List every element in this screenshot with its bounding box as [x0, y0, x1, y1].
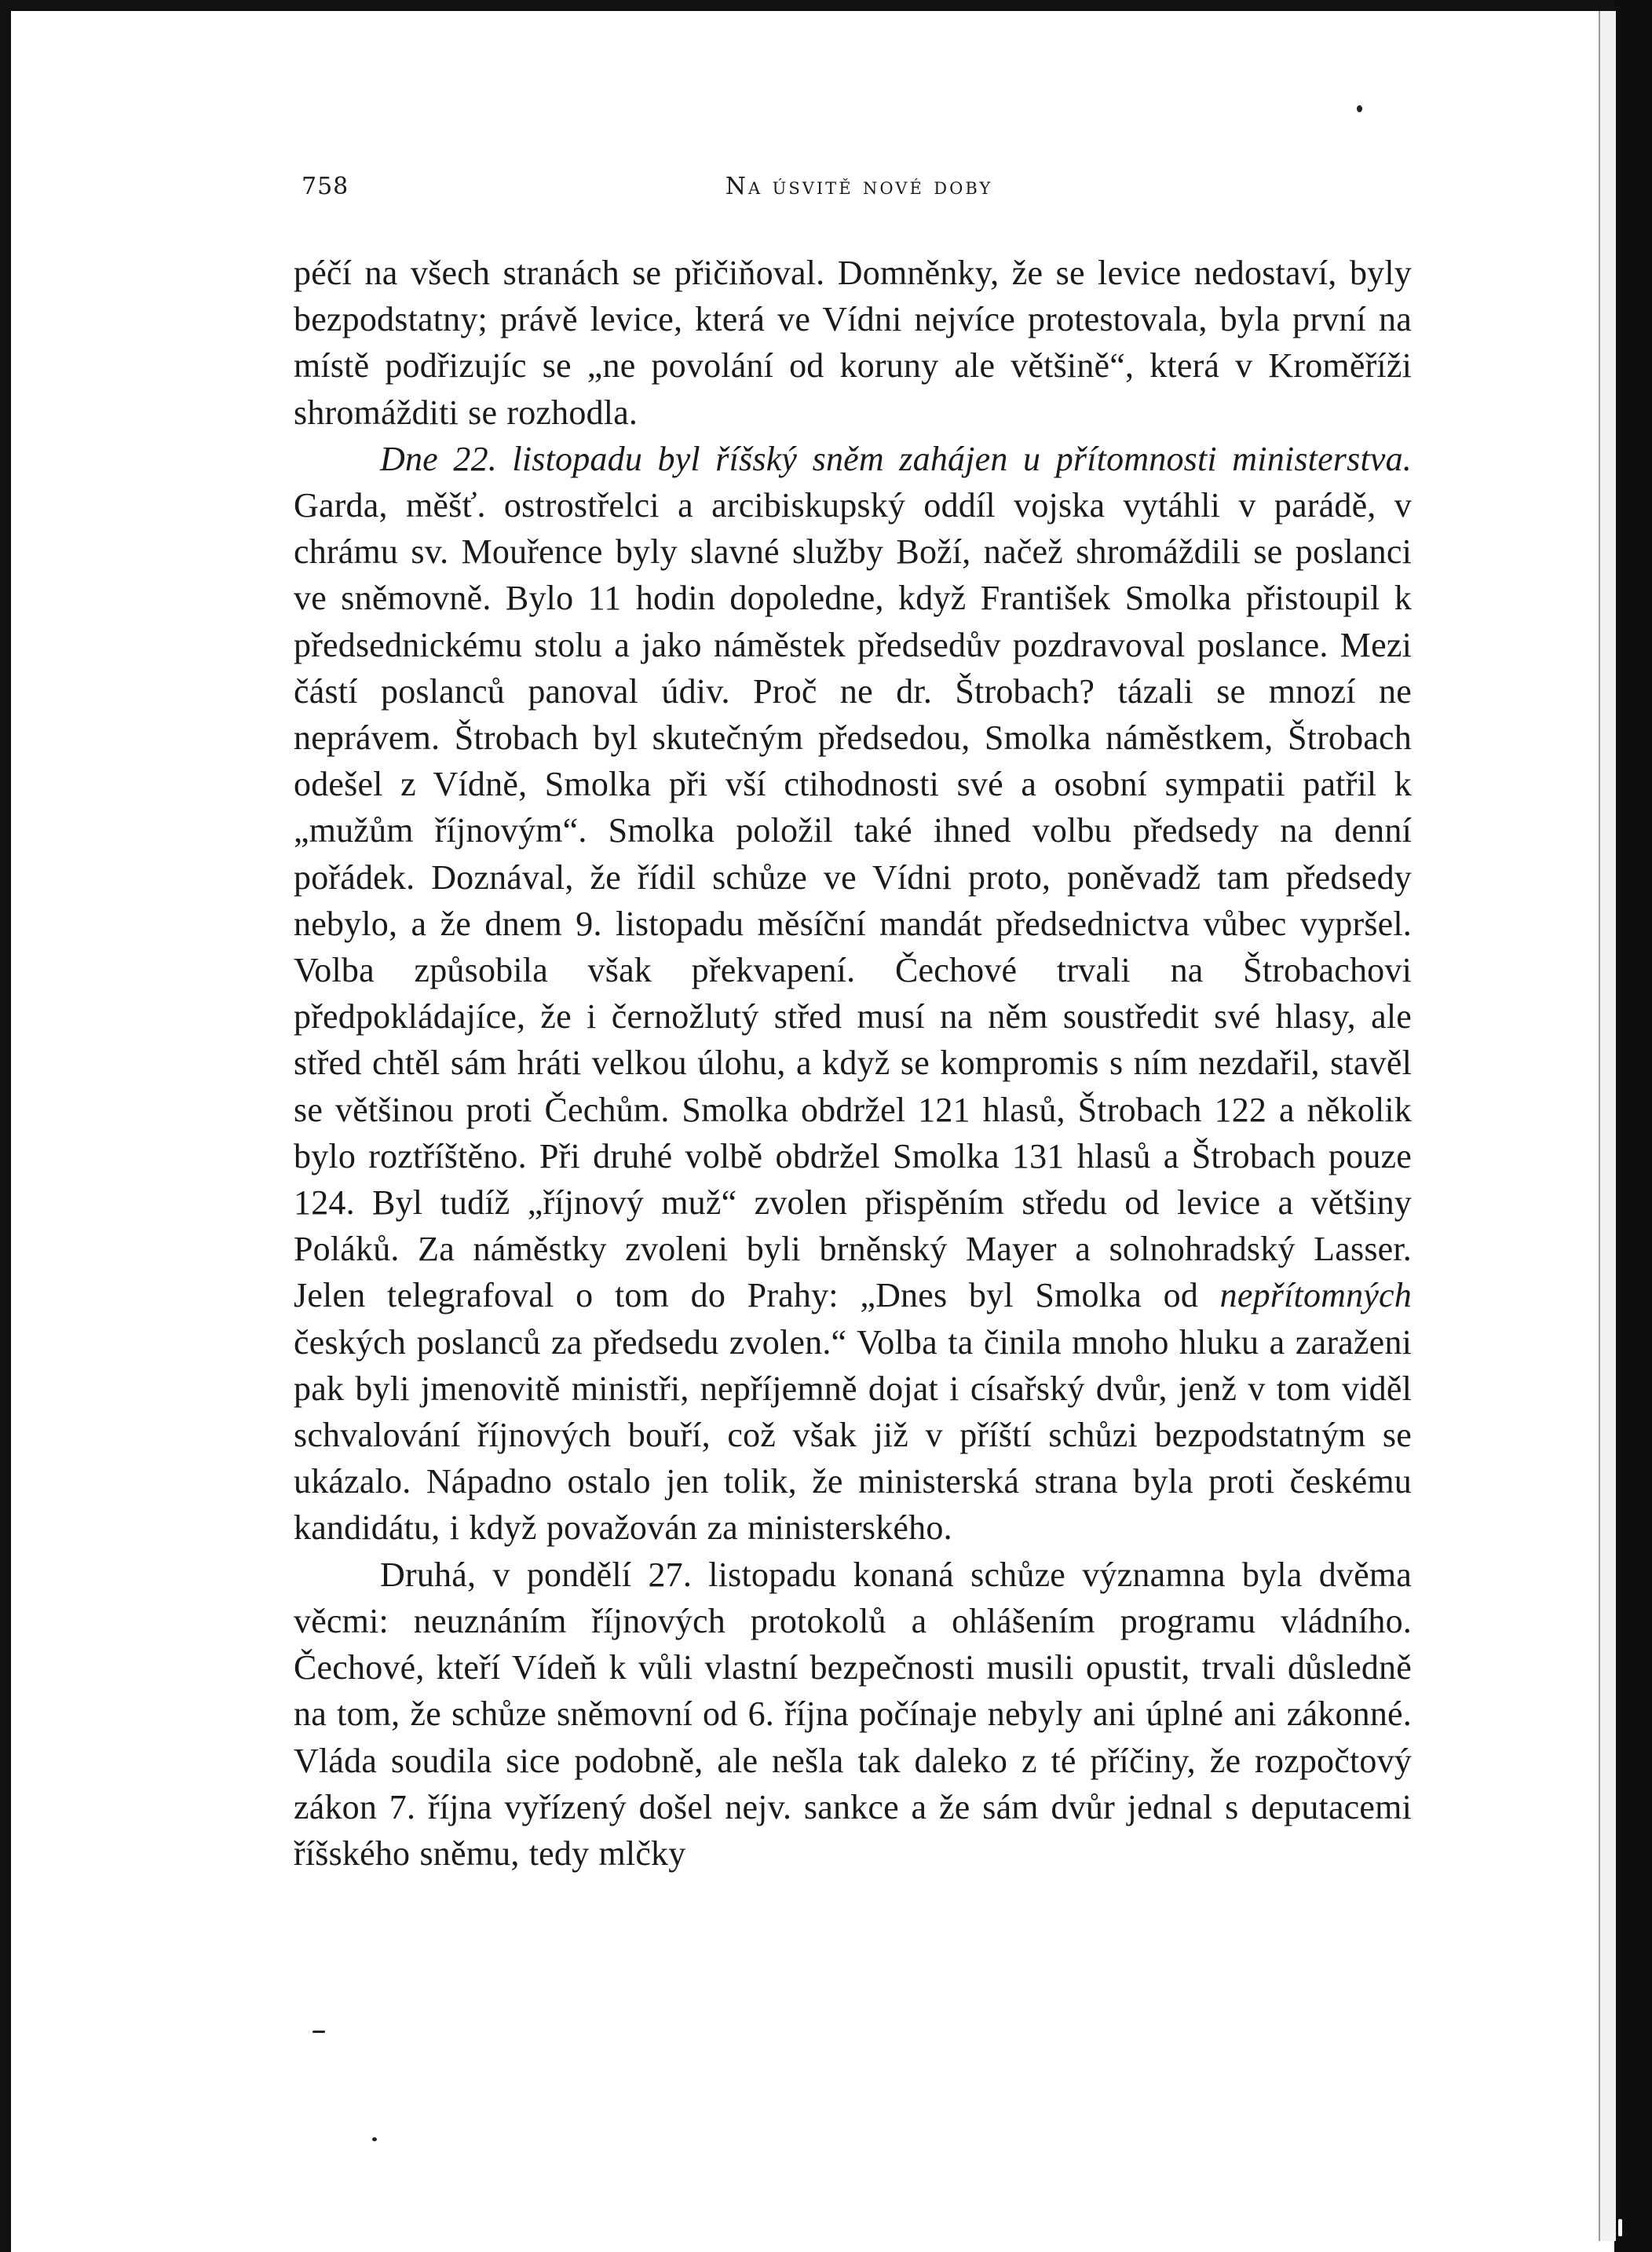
text-run: Druhá, v pondělí 27. listopadu konaná schůze významna byla dvěma věcmi: neuznáním říjnových protokolů a ohlášením programu vládního. Čechové, kteří Vídeň k vůli vlastní bezpečnosti musili opustit, trvali důsledně na tom, že schůze sněmovní od 6. října počínaje nebyly ani úplné ani zákonné. Vláda soudila sice podobně, ale nešla tak daleko z té příčiny, že rozpočtový zákon 7. října vyřízený došel nejv. sankce a že sám dvůr jednal s deputacemi říšského sněmu, tedy mlčky	[294, 1555, 1412, 1873]
italic-run: Dne 22. listopadu byl říšský sněm zahájen u přítomnosti ministerstva.	[380, 439, 1412, 478]
text-run: českých poslanců za předsedu zvolen.“ Volba ta činila mnoho hluku a zaraženi pak byli jmenovitě ministři, nepříjemně dojat i císařský dvůr, jenž v tom viděl schvalování říjnových bouří, což však již v příští schůzi bezpodstatným se ukázalo. Nápadno ostalo jen tolik, že ministerská strana byla proti českému kandidátu, i když považován za ministerského.	[294, 1322, 1412, 1548]
ink-speck	[1618, 2219, 1622, 2236]
page-header	[302, 173, 1416, 212]
paragraph	[294, 250, 1412, 436]
ink-speck	[1357, 105, 1362, 112]
ink-speck	[372, 2137, 377, 2141]
text-run: péčí na všech stranách se přičiňoval. Domněnky, že se levice nedostaví, byly bezpodstatny; právě levice, která ve Vídni nejvíce protestovala, byla první na místě podřizujíc se „ne povolání od koruny ale většině“, která v Kroměříži shromážditi se rozhodla.	[294, 254, 1412, 432]
page-number: 758	[302, 173, 349, 200]
text-run: Garda, měšť. ostrostřelci a arcibiskupský oddíl vojska vytáhli v parádě, v chrámu sv. Mouřence byly slavné služby Boží, načež shromáždili se poslanci ve sněmovně. Bylo 11 hodin dopoledne, když František Smolka přistoupil k předsednickému stolu a jako náměstek předsedův pozdravoval poslance. Mezi částí poslanců panoval údiv. Proč ne dr. Štrobach? tázali se mnozí ne neprávem. Štrobach byl skutečným předsedou, Smolka náměstkem, Štrobach odešel z Vídně, Smolka při vší ctihodnosti své a osobní sympatii patřil k „mužům říjnovým“. Smolka položil také ihned volbu předsedy na denní pořádek. Doznával, že řídil schůze ve Vídni proto, poněvadž tam předsedy nebylo, a že dnem 9. listopadu měsíční mandát předsednictva vůbec vypršel. Volba způsobila však překvapení. Čechové trvali na Štrobachovi předpokládajíce, že i černožlutý střed musí na něm soustředit své hlasy, ale střed chtěl sám hráti velkou úlohu, a když se kompromis s ním nezdařil, stavěl se většinou proti Čechům. Smolka obdržel 121 hlasů, Štrobach 122 a několik bylo roztříštěno. Při druhé volbě obdržel Smolka 131 hlasů a Štrobach pouze 124. Byl tudíž „říjnový muž“ zvolen přispěním středu od levice a většiny Poláků. Za náměstky zvoleni byli brněnský Mayer a solnohradský Lasser. Jelen telegrafoval o tom do Prahy: „Dnes byl Smolka od	[294, 486, 1412, 1315]
scan-right-edge	[1614, 0, 1652, 2252]
paragraph	[294, 1552, 1412, 1877]
running-title: Na úsvitě nové doby	[725, 173, 993, 200]
italic-run: nepřítomných	[1219, 1276, 1412, 1315]
ink-speck	[312, 2031, 325, 2033]
page-gutter	[1599, 11, 1616, 2241]
body-text	[294, 250, 1412, 1877]
paragraph	[294, 436, 1412, 1552]
